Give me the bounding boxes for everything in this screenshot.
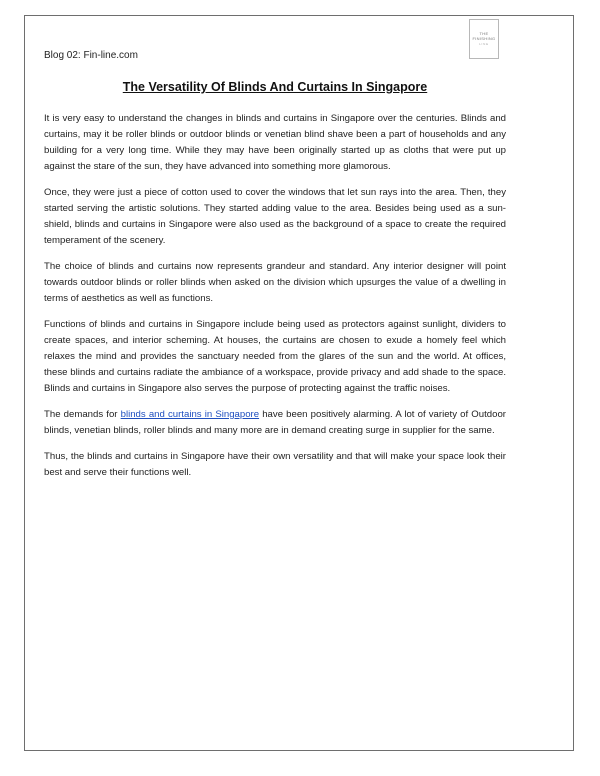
paragraph: Functions of blinds and curtains in Singapore include being used as protectors against sunlight, dividers to create spaces, and interior scheming. At houses, the curtains are chosen to exude a homely feel which relaxes the mind and provides the sanctuary needed from the glares of the sun and the world. At offices, these blinds and curtains radiate the ambiance of a workspace, provide privacy and add shade to the space. Blinds and curtains in Singapore also serves the purpose of protecting against the traffic noises. — [44, 319, 506, 394]
logo-line-2: FINISHING — [472, 36, 496, 41]
closing-paragraph: Thus, the blinds and curtains in Singapore have their own versatility and that will make your space look their best and serve their functions well. — [44, 451, 506, 478]
article-body — [44, 111, 506, 491]
demand-text-after: have been positively alarming. A lot of variety of Outdoor blinds, venetian blinds, roller blinds and many more are in demand creating surge in supplier for the same. — [44, 409, 506, 436]
demand-paragraph — [44, 407, 506, 439]
paragraph: The choice of blinds and curtains now represents grandeur and standard. Any interior designer will point towards outdoor blinds or roller blinds when asked on the division which upsurges the value of a dwelling in terms of aesthetics as well as functions. — [44, 261, 506, 304]
blog-label: Blog 02: Fin-line.com — [44, 50, 138, 61]
demand-text-before: The demands for — [44, 409, 121, 420]
logo-line-1: THE — [479, 31, 489, 36]
article-title: The Versatility Of Blinds And Curtains In Singapore — [122, 80, 428, 94]
blinds-curtains-link[interactable]: blinds and curtains in Singapore — [120, 409, 260, 420]
logo-line-3: LINE — [479, 42, 489, 46]
finishing-line-logo — [469, 19, 499, 59]
paragraph: It is very easy to understand the changes in blinds and curtains in Singapore over the centuries. Blinds and curtains, may it be roller blinds or outdoor blinds or venetian blind shave been a part of households and any building for a very long time. While they may have been originally started up as cloths that were put up against the stare of the sun, they have advanced into something more glamorous. — [44, 113, 506, 172]
paragraph: Once, they were just a piece of cotton used to cover the windows that let sun rays into the area. Then, they started serving the artistic solutions. They started adding value to the area. Besides being used as a sun-shield, blinds and curtains in Singapore were also used as the background of a space to create the required temperament of the scenery. — [44, 187, 506, 246]
